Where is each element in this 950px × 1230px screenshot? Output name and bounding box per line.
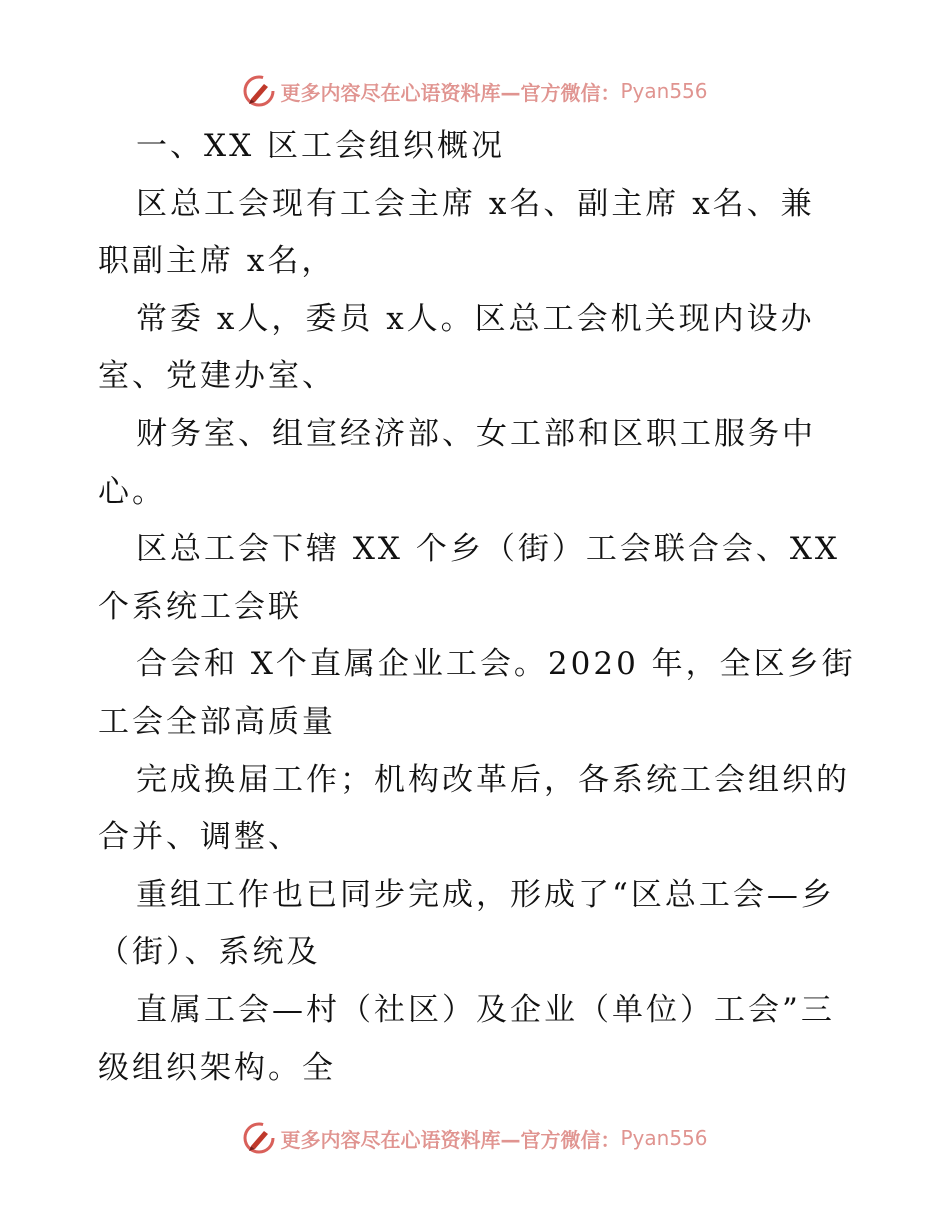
- pen-logo-icon: [242, 74, 276, 108]
- text-line: 重组工作也已同步完成，形成了“区总工会—乡: [136, 876, 835, 913]
- text-line: 常委 x人，委员 x人。区总工会机关现内设办: [136, 300, 815, 337]
- text-line: 个系统工会联: [98, 588, 302, 625]
- text-line: 合会和 X个直属企业工会。2020 年，全区乡街: [136, 646, 856, 683]
- banner-text: 更多内容尽在心语资料库—官方微信：: [280, 1127, 621, 1152]
- banner-wechat-id: Pyan556: [620, 1126, 708, 1150]
- text-line: 完成换届工作；机构改革后，各系统工会组织的: [136, 761, 850, 798]
- text-line: 心。: [98, 473, 166, 510]
- document-body: [98, 118, 858, 1097]
- text-line: 级组织架构。全: [98, 1049, 336, 1086]
- text-line: 工会全部高质量: [98, 703, 336, 740]
- header-watermark-banner: [0, 71, 950, 111]
- text-line: （街）、系统及: [98, 934, 321, 971]
- text-line: 区总工会现有工会主席 x名、副主席 x名、兼: [136, 185, 815, 222]
- banner-wechat-id: Pyan556: [620, 79, 708, 103]
- text-line: 直属工会—村（社区）及企业（单位）工会”三: [136, 991, 835, 1028]
- text-line: 职副主席 x名，: [98, 243, 336, 280]
- text-line: 室、党建办室、: [98, 358, 336, 395]
- banner-text: 更多内容尽在心语资料库—官方微信：: [280, 80, 621, 105]
- text-line: 财务室、组宣经济部、女工部和区职工服务中: [136, 415, 816, 452]
- footer-watermark-banner: [0, 1118, 950, 1158]
- text-line: 合并、调整、: [98, 819, 302, 856]
- text-line: 一、XX 区工会组织概况: [136, 128, 505, 164]
- text-line: 区总工会下辖 XX 个乡（街）工会联合会、XX: [136, 531, 840, 568]
- pen-logo-icon: [242, 1121, 276, 1155]
